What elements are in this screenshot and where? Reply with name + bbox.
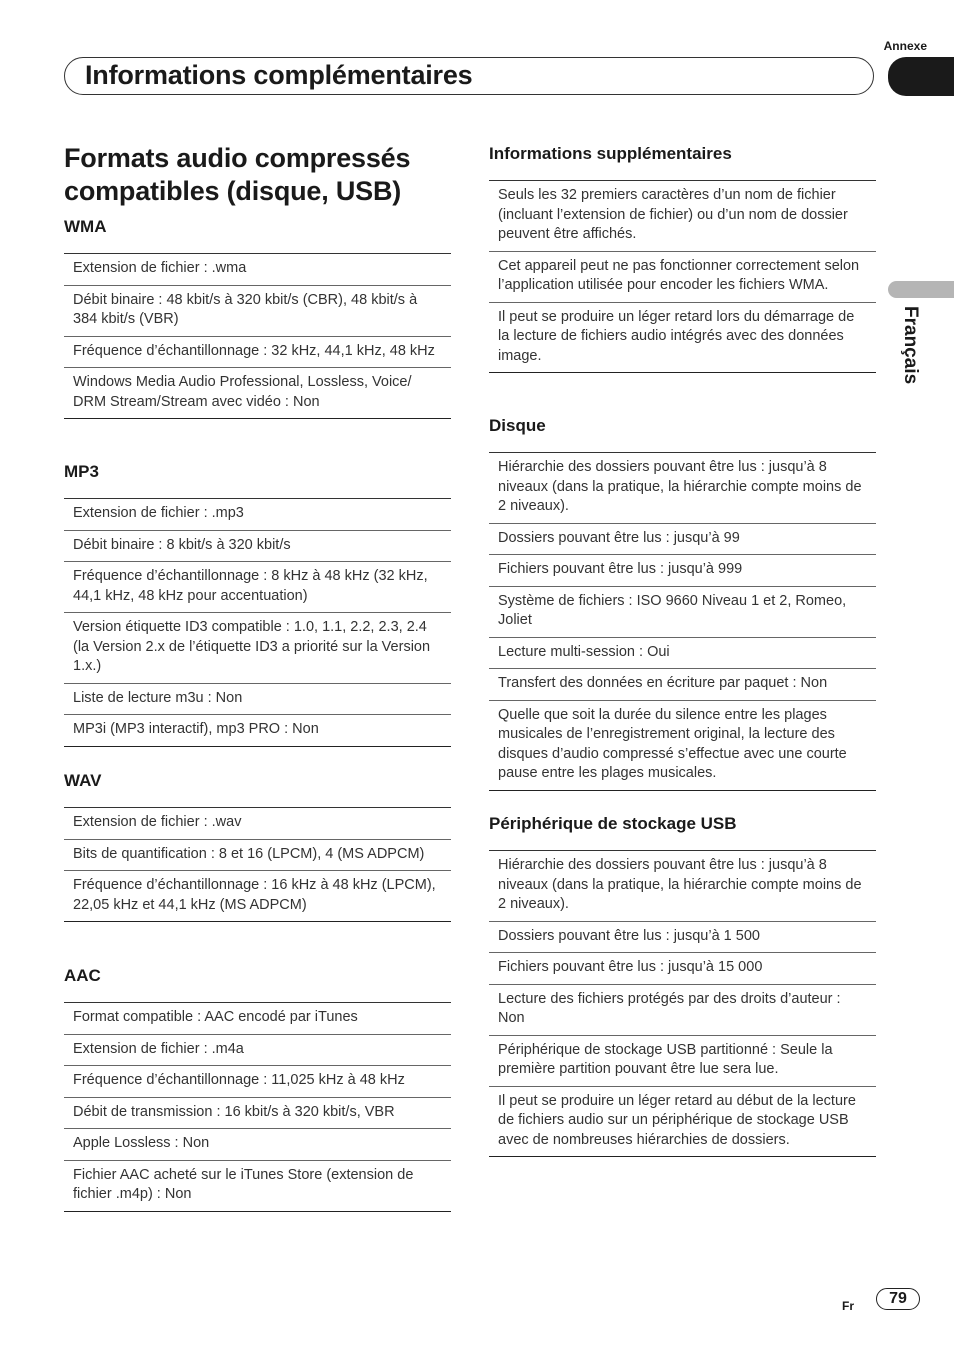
spec-row: Extension de fichier : .wma	[73, 260, 247, 276]
section-usb	[489, 813, 876, 1157]
section-heading: AAC	[64, 966, 101, 985]
spec-row: Fichiers pouvant être lus : jusqu’à 999	[489, 554, 876, 586]
spec-table	[64, 498, 451, 747]
header-banner	[64, 57, 874, 95]
spec-row: Il peut se produire un léger retard au début de la lecture de fichiers audio sur un périphérique de stockage USB avec de nombreuses hiérarchies de dossiers.	[489, 1086, 876, 1157]
spec-row: Windows Media Audio Professional, Lossless, Voice/ DRM Stream/Stream avec vidéo : Non	[64, 367, 451, 418]
spec-row: Format compatible : AAC encodé par iTunes	[73, 1009, 358, 1025]
spec-row: Liste de lecture m3u : Non	[64, 683, 451, 715]
section-heading: MP3	[64, 462, 99, 481]
spec-row: Extension de fichier : .m4a	[64, 1034, 451, 1066]
annexe-label: Annexe	[883, 39, 927, 53]
spec-table	[489, 452, 876, 791]
spec-table	[64, 1002, 451, 1212]
spec-row: Extension de fichier : .mp3	[73, 505, 244, 521]
title-line-1: Formats audio compressés	[64, 143, 411, 173]
header-title: Informations complémentaires	[85, 60, 473, 90]
spec-table	[64, 807, 451, 922]
spec-row: Bits de quantification : 8 et 16 (LPCM), 4 (MS ADPCM)	[64, 839, 451, 871]
spec-row: Débit binaire : 8 kbit/s à 320 kbit/s	[64, 530, 451, 562]
section-disque	[489, 415, 876, 791]
section-heading: Disque	[489, 416, 546, 435]
spec-row: Apple Lossless : Non	[64, 1128, 451, 1160]
spec-row: Fréquence d’échantillonnage : 16 kHz à 48 kHz (LPCM), 22,05 kHz et 44,1 kHz (MS ADPCM)	[64, 870, 451, 921]
section-wav	[64, 770, 451, 922]
spec-row: Débit binaire : 48 kbit/s à 320 kbit/s (CBR), 48 kbit/s à 384 kbit/s (VBR)	[64, 285, 451, 336]
footer-language-code: Fr	[842, 1299, 854, 1313]
section-heading: WMA	[64, 217, 107, 236]
spec-row: MP3i (MP3 interactif), mp3 PRO : Non	[64, 714, 451, 746]
spec-row: Hiérarchie des dossiers pouvant être lus : jusqu’à 8 niveaux (dans la pratique, la hiérarchie compte moins de 2 niveaux).	[498, 459, 862, 514]
title-line-2: compatibles (disque, USB)	[64, 176, 402, 206]
header-section-tab	[888, 57, 954, 96]
spec-row: Hiérarchie des dossiers pouvant être lus : jusqu’à 8 niveaux (dans la pratique, la hiérarchie compte moins de 2 niveaux).	[498, 857, 862, 912]
language-label: Français	[900, 306, 921, 385]
spec-table	[64, 253, 451, 419]
spec-row: Cet appareil peut ne pas fonctionner correctement selon l’application utilisée pour encoder les fichiers WMA.	[489, 251, 876, 302]
page-title	[64, 142, 451, 208]
spec-row: Lecture des fichiers protégés par des droits d’auteur : Non	[489, 984, 876, 1035]
spec-row: Dossiers pouvant être lus : jusqu’à 1 500	[489, 921, 876, 953]
spec-row: Fichiers pouvant être lus : jusqu’à 15 000	[489, 952, 876, 984]
page-number: 79	[876, 1288, 920, 1310]
section-informations-supplementaires	[489, 143, 876, 373]
spec-row: Fréquence d’échantillonnage : 32 kHz, 44,1 kHz, 48 kHz	[64, 336, 451, 368]
spec-row: Extension de fichier : .wav	[73, 814, 242, 830]
section-wma	[64, 216, 451, 419]
section-heading: WAV	[64, 771, 102, 790]
spec-row: Système de fichiers : ISO 9660 Niveau 1 et 2, Romeo, Joliet	[489, 586, 876, 637]
spec-row: Quelle que soit la durée du silence entre les plages musicales de l’enregistrement original, la lecture des disques d’audio compressé s’effectue avec une courte pause entre les plages musicales.	[489, 700, 876, 790]
spec-row: Seuls les 32 premiers caractères d’un nom de fichier (incluant l’extension de fichier) ou d’un nom de dossier peuvent être affichés.	[498, 187, 848, 242]
spec-table	[489, 180, 876, 373]
section-heading: Informations supplémentaires	[489, 144, 732, 163]
spec-row: Périphérique de stockage USB partitionné : Seule la première partition pouvant être lue sera lue.	[489, 1035, 876, 1086]
spec-row: Dossiers pouvant être lus : jusqu’à 99	[489, 523, 876, 555]
spec-table	[489, 850, 876, 1157]
spec-row: Débit de transmission : 16 kbit/s à 320 kbit/s, VBR	[64, 1097, 451, 1129]
spec-row: Lecture multi-session : Oui	[489, 637, 876, 669]
language-tab	[888, 281, 954, 298]
spec-row: Version étiquette ID3 compatible : 1.0, 1.1, 2.2, 2.3, 2.4 (la Version 2.x de l’étiquette ID3 a priorité sur la Version 1.x.)	[64, 612, 451, 683]
spec-row: Transfert des données en écriture par paquet : Non	[489, 668, 876, 700]
spec-row: Fréquence d’échantillonnage : 8 kHz à 48 kHz (32 kHz, 44,1 kHz, 48 kHz pour accentuation)	[64, 561, 451, 612]
section-heading: Périphérique de stockage USB	[489, 814, 737, 833]
spec-row: Fichier AAC acheté sur le iTunes Store (extension de fichier .m4p) : Non	[64, 1160, 451, 1211]
spec-row: Il peut se produire un léger retard lors du démarrage de la lecture de fichiers audio intégrés avec des données image.	[489, 302, 876, 373]
section-mp3	[64, 461, 451, 747]
left-column	[64, 142, 451, 208]
spec-row: Fréquence d’échantillonnage : 11,025 kHz à 48 kHz	[64, 1065, 451, 1097]
section-aac	[64, 965, 451, 1212]
